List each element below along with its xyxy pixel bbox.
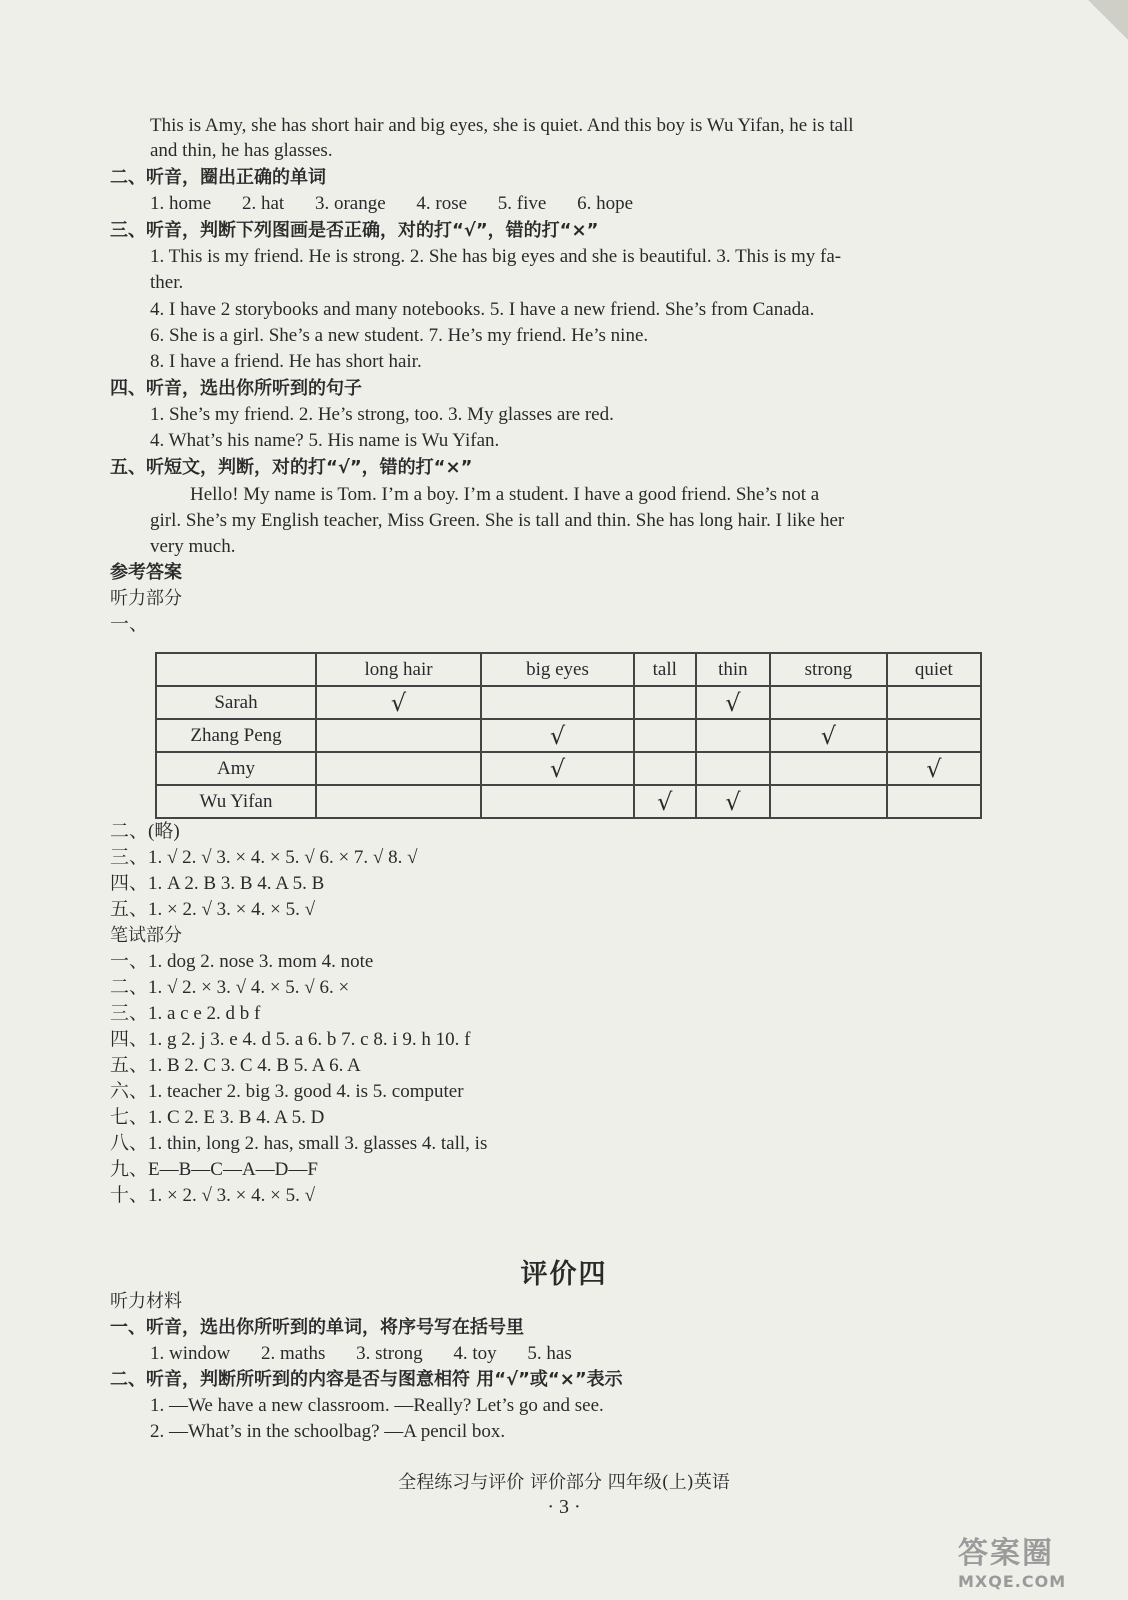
word-item: 2. hat xyxy=(241,193,285,214)
word-item: 6. hope xyxy=(577,193,634,214)
check-cell: √ xyxy=(481,719,634,752)
passage-line: very much. xyxy=(150,536,236,557)
check-cell xyxy=(316,785,481,818)
check-cell xyxy=(481,686,634,719)
check-cell xyxy=(634,719,696,752)
check-cell xyxy=(770,752,887,785)
word-item: 5. five xyxy=(497,193,547,214)
passage-line: and thin, he has glasses. xyxy=(150,140,333,161)
row-name-cell: Sarah xyxy=(156,686,316,719)
page-number: · 3 · xyxy=(547,1496,581,1518)
check-cell xyxy=(634,752,696,785)
sentence-line: 1. This is my friend. He is strong. 2. She has big eyes and she is beautiful. 3. This is my fa- xyxy=(150,246,842,267)
section-heading: 五、听短文，判断，对的打“√”，错的打“×” xyxy=(110,457,473,478)
row-name-cell: Zhang Peng xyxy=(156,719,316,752)
material-subheading: 听力材料 xyxy=(110,1291,182,1312)
passage-line: This is Amy, she has short hair and big eyes, she is quiet. And this boy is Wu Yifan, he is tall xyxy=(150,115,854,136)
answer-line: 二、1. √ 2. × 3. √ 4. × 5. √ 6. × xyxy=(110,977,350,998)
page-footer: 全程练习与评价 评价部分 四年级(上)英语 xyxy=(398,1472,730,1493)
check-cell: √ xyxy=(696,686,770,719)
word-item: 1. home xyxy=(150,193,212,214)
answer-line: 三、1. a c e 2. d b f xyxy=(110,1003,261,1024)
sentence-line: 4. I have 2 storybooks and many notebooks. 5. I have a new friend. She’s from Canada. xyxy=(150,299,815,320)
table-header-cell: tall xyxy=(634,653,696,686)
row-name-cell: Amy xyxy=(156,752,316,785)
check-cell xyxy=(316,752,481,785)
answer-line: 五、1. × 2. √ 3. × 4. × 5. √ xyxy=(110,899,316,920)
check-cell xyxy=(887,785,981,818)
passage-line: Hello! My name is Tom. I’m a boy. I’m a student. I have a good friend. She’s not a xyxy=(190,484,820,505)
sentence-line: 4. What’s his name? 5. His name is Wu Yifan. xyxy=(150,430,500,451)
check-cell xyxy=(770,686,887,719)
page-fold-corner xyxy=(1088,0,1128,40)
dialogue-line: 1. —We have a new classroom. —Really? Let’s go and see. xyxy=(150,1395,604,1416)
table-header-row xyxy=(156,653,981,686)
table-label: 一、 xyxy=(110,614,149,635)
answer-line: 九、E—B—C—A—D—F xyxy=(110,1159,318,1180)
word-list xyxy=(150,192,659,216)
watermark-url: MXQE.COM xyxy=(958,1572,1067,1591)
sentence-line: ther. xyxy=(150,272,184,293)
row-name-cell: Wu Yifan xyxy=(156,785,316,818)
check-cell xyxy=(887,686,981,719)
check-cell xyxy=(634,686,696,719)
answer-line: 一、1. dog 2. nose 3. mom 4. note xyxy=(110,951,374,972)
check-cell xyxy=(770,785,887,818)
check-cell xyxy=(316,719,481,752)
check-cell: √ xyxy=(887,752,981,785)
section-heading: 二、听音，圈出正确的单词 xyxy=(110,167,326,188)
table-row xyxy=(156,686,981,719)
section-heading: 二、听音，判断所听到的内容是否与图意相符 用“√”或“×”表示 xyxy=(110,1369,623,1390)
section-title: 评价四 xyxy=(520,1259,608,1290)
table-row xyxy=(156,785,981,818)
answer-line: 五、1. B 2. C 3. C 4. B 5. A 6. A xyxy=(110,1055,361,1076)
answer-line: 十、1. × 2. √ 3. × 4. × 5. √ xyxy=(110,1185,316,1206)
check-cell: √ xyxy=(634,785,696,818)
passage-line: girl. She’s my English teacher, Miss Green. She is tall and thin. She has long hair. I like her xyxy=(150,510,845,531)
check-cell: √ xyxy=(316,686,481,719)
answer-table xyxy=(155,652,982,819)
watermark-text: 答案圈 xyxy=(958,1536,1054,1571)
answer-line: 三、1. √ 2. √ 3. × 4. × 5. √ 6. × 7. √ 8. √ xyxy=(110,847,418,868)
word-item: 5. has xyxy=(527,1343,572,1364)
answer-line: 七、1. C 2. E 3. B 4. A 5. D xyxy=(110,1107,325,1128)
table-row xyxy=(156,752,981,785)
check-cell xyxy=(696,752,770,785)
sentence-line: 8. I have a friend. He has short hair. xyxy=(150,351,422,372)
answer-line: 八、1. thin, long 2. has, small 3. glasses 4. tall, is xyxy=(110,1133,488,1154)
check-cell xyxy=(481,785,634,818)
watermark-logo xyxy=(958,1528,1108,1591)
word-item: 4. toy xyxy=(453,1343,497,1364)
answer-line: 六、1. teacher 2. big 3. good 4. is 5. computer xyxy=(110,1081,464,1102)
table-header-cell xyxy=(156,653,316,686)
answer-line: 二、(略) xyxy=(110,821,180,842)
table-row xyxy=(156,719,981,752)
answers-heading: 参考答案 xyxy=(110,562,182,583)
word-item: 3. strong xyxy=(356,1343,423,1364)
word-list xyxy=(150,1342,598,1366)
check-cell: √ xyxy=(770,719,887,752)
word-item: 3. orange xyxy=(314,193,386,214)
dialogue-line: 2. —What’s in the schoolbag? —A pencil box. xyxy=(150,1421,506,1442)
table-header-cell: quiet xyxy=(887,653,981,686)
sentence-line: 6. She is a girl. She’s a new student. 7. He’s my friend. He’s nine. xyxy=(150,325,649,346)
section-heading: 四、听音，选出你所听到的句子 xyxy=(110,378,362,399)
listening-subheading: 听力部分 xyxy=(110,588,182,609)
check-cell: √ xyxy=(481,752,634,785)
word-item: 1. window xyxy=(150,1343,231,1364)
answer-line: 四、1. A 2. B 3. B 4. A 5. B xyxy=(110,873,325,894)
section-heading: 一、听音，选出你所听到的单词，将序号写在括号里 xyxy=(110,1317,524,1338)
answer-line: 四、1. g 2. j 3. e 4. d 5. a 6. b 7. c 8. i 9. h 10. f xyxy=(110,1029,471,1050)
written-subheading: 笔试部分 xyxy=(110,925,182,946)
word-item: 4. rose xyxy=(416,193,468,214)
table-header-cell: strong xyxy=(770,653,887,686)
section-heading: 三、听音，判断下列图画是否正确，对的打“√”，错的打“×” xyxy=(110,220,599,241)
check-cell: √ xyxy=(696,785,770,818)
word-item: 2. maths xyxy=(260,1343,326,1364)
check-cell xyxy=(887,719,981,752)
table-header-cell: thin xyxy=(696,653,770,686)
sentence-line: 1. She’s my friend. 2. He’s strong, too. 3. My glasses are red. xyxy=(150,404,614,425)
check-cell xyxy=(696,719,770,752)
table-header-cell: big eyes xyxy=(481,653,634,686)
table-header-cell: long hair xyxy=(316,653,481,686)
